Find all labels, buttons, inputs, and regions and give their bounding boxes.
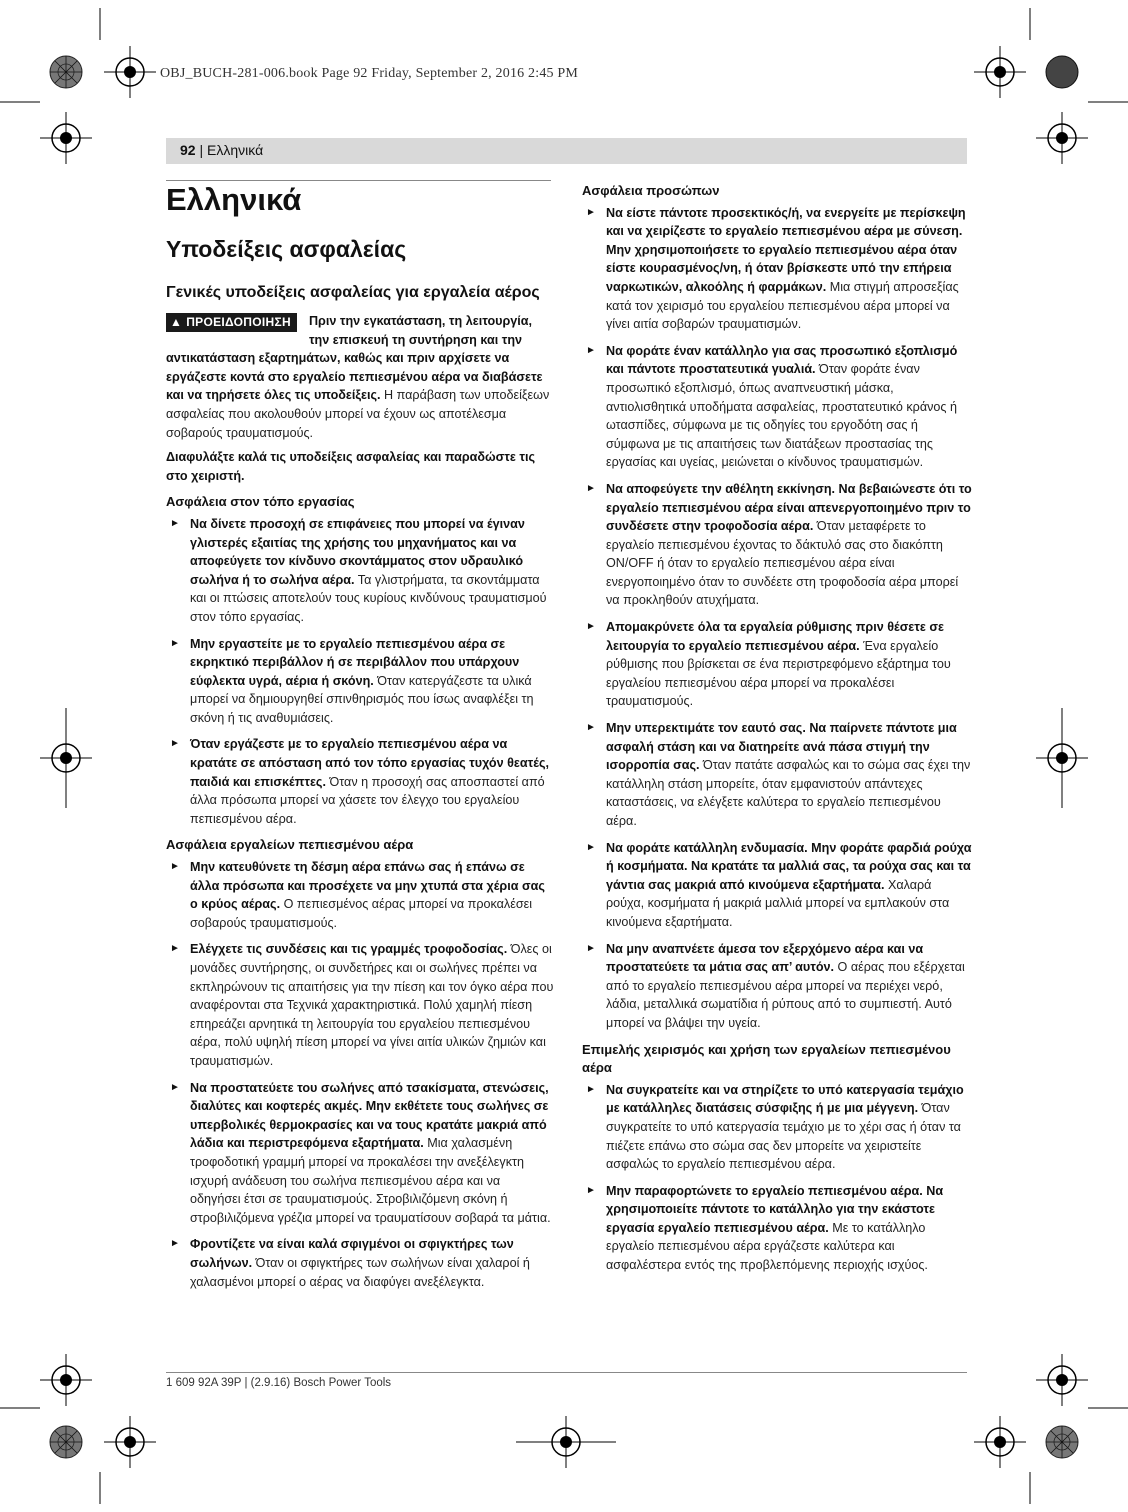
bullet-arrow-icon: ►: [586, 621, 596, 633]
bullet-text: Όταν πατάτε ασφαλώς και το σώμα σας έχει την κατάλληλη στάση μπορείτε, όταν εμφανιστούν απάντεχες καταστάσεις, να ελέγξετε καλύτερα το εργαλείο πεπιεσμένου αέρα.: [606, 758, 971, 828]
right-sections: [582, 182, 972, 1275]
bullet-item: [166, 940, 554, 1070]
bullet-item: [582, 1182, 972, 1275]
section-heading: Υποδείξεις ασφαλείας: [166, 236, 407, 262]
bullet-bold-text: Να φοράτε έναν κατάλληλο για σας προσωπικό εξοπλισμό και πάντοτε προστατευτικά γυαλιά.: [606, 343, 958, 377]
left-column: [166, 312, 554, 1299]
bullet-bold-text: Μην εργαστείτε με το εργαλείο πεπιεσμένου αέρα σε εκρηκτικό περιβάλλον ή σε περιβάλλον που υπάρχουν εύφλεκτα υγρά, αέρια ή σκόνη.: [190, 636, 520, 688]
footer-rule: [166, 1372, 967, 1373]
bullet-text: Τα γλιστρήματα, τα σκοντάμματα και οι πτώσεις αποτελούν τους κυρίους κινδύνους τραυματισμού στον τόπο εργασίας.: [190, 572, 547, 624]
page-footer: 1 609 92A 39P | (2.9.16) Bosch Power Tools: [166, 1377, 392, 1389]
bullet-bold-text: Να φοράτε κατάλληλη ενδυμασία. Μην φοράτε φαρδιά ρούχα ή κοσμήματα. Να κρατάτε τα μαλλιά σας, τα ρούχα σας και τα γάντια σας μακριά από κινούμενα εξαρτήματα.: [606, 840, 972, 892]
bullet-bold-text: Να μην αναπνέετε άμεσα τον εξερχόμενο αέρα και να προστατεύετε τα μάτια σας απ’ αυτόν.: [606, 941, 924, 975]
bullet-text: Μια στιγμή απροσεξίας κατά τον χειρισμό του εργαλείου πεπιεσμένου αέρα μπορεί να γίνει αιτία σοβαρών τραυματισμών.: [606, 279, 959, 332]
bullet-text: Μια χαλασμένη τροφοδοτική γραμμή μπορεί να προκαλέσει την ανεξέλεγκτη ισχυρή ανάδευση του σωλήνα πεπιεσμένου αέρα και να οδηγήσει έτσι σε τραυματισμούς. Στροβιλιζόμενη σκόνη ή στροβιλιζόμενα γρέζια μπορεί να τραυματίσουν σοβαρά τα μάτια.: [190, 1136, 551, 1225]
bullet-text: Όταν η προσοχή σας αποσπαστεί από άλλα πρόσωπα μπορεί να χάσετε τον έλεγχο του εργαλείου πεπιεσμένου αέρα.: [190, 774, 545, 826]
subsection-heading: Γενικές υποδείξεις ασφαλείας για εργαλεία αέρος: [166, 284, 540, 301]
bullet-item: [582, 839, 972, 932]
bullet-arrow-icon: ►: [586, 482, 596, 494]
header-bar: [166, 138, 967, 164]
top-rule: [166, 180, 551, 181]
bullet-bold-text: Να προστατεύετε του σωλήνες από τσακίσματα, στενώσεις, διαλύτες και κοφτερές ακμές. Μην εκθέτετε τους σωλήνες σε υπερβολικές θερμοκρασίες και να τους κρατάτε μακριά από λάδια και περιστρεφόμενα εξαρτήματα.: [190, 1080, 549, 1151]
bullet-text: Χαλαρά ρούχα, κοσμήματα ή μακριά μαλλιά μπορεί να εμπλακούν στα κινούμενα εξαρτήματα.: [606, 877, 950, 929]
bullet-text: Όταν φοράτε έναν προσωπικό εξοπλισμό, όπως αναπνευστική μάσκα, αντιολισθητικά υποδήματα ασφαλείας, προστατευτικό κράνος ή ωτασπίδες, σύμφωνα με τις οδηγίες του εργοδότη σας ή σύμφωνα με τις απαιτήσεις των διατάξεων προστασίας της εργασίας και υγείας, μειώνεται ο κίνδυνος τραυματισμών.: [606, 362, 957, 470]
warning-triangle-icon: ▲: [170, 315, 183, 329]
bullet-item: [166, 735, 554, 828]
bullet-arrow-icon: ►: [586, 841, 596, 853]
bullet-arrow-icon: ►: [586, 1184, 596, 1196]
bullet-item: [582, 719, 972, 831]
bullet-bold-text: Μην παραφορτώνετε το εργαλείο πεπιεσμένου αέρα. Να χρησιμοποιείτε πάντοτε το κατάλληλο για την εκάστοτε εργασία εργαλείο πεπιεσμένου αέρα.: [606, 1183, 944, 1235]
bullet-arrow-icon: ►: [170, 637, 180, 649]
bullet-arrow-icon: ►: [170, 1081, 180, 1093]
running-header: [180, 142, 263, 158]
page-number: 92: [180, 142, 196, 158]
bullet-text: Ο αέρας που εξέρχεται από το εργαλείο πεπιεσμένου αέρα μπορεί να περιέχει νερό, λάδια, μεταλλικά σωματίδια ή ρύπους από το συμπιεστή. Αυτό μπορεί να βλάψει την υγεία.: [606, 960, 965, 1030]
bullet-item: [166, 1235, 554, 1291]
print-slug: OBJ_BUCH-281-006.book Page 92 Friday, September 2, 2016 2:45 PM: [160, 66, 579, 81]
bullet-arrow-icon: ►: [170, 517, 180, 529]
bullet-bold-text: Να συγκρατείτε και να στηρίζετε το υπό κατεργασία τεμάχιο με κατάλληλες διατάσεις σύσφιξης ή με μια μέγγενη.: [606, 1082, 964, 1116]
bullet-text: Ο πεπιεσμένος αέρας μπορεί να προκαλέσει σοβαρούς τραυματισμούς.: [190, 897, 533, 930]
section-title: Ασφάλεια προσώπων: [582, 183, 720, 198]
bullet-bold-text: Να είστε πάντοτε προσεκτικός/ή, να ενεργείτε με περίσκεψη και να χειρίζεστε το εργαλείο πεπιεσμένου αέρα με σύνεση. Μην χρησιμοποιήσετε το εργαλείο πεπιεσμένου αέρα όταν είστε κουρασμένος/νη, ή όταν βρίσκεστε υπό την επήρεια ναρκωτικών, αλκοόλης ή φαρμάκων.: [606, 205, 966, 294]
bullet-bold-text: Μην υπερεκτιμάτε τον εαυτό σας. Να παίρνετε πάντοτε μια ασφαλή στάση και να διατηρείτε ανά πάσα στιγμή την ισορροπία σας.: [606, 721, 957, 773]
bullet-bold-text: Να αποφεύγετε την αθέλητη εκκίνηση. Να βεβαιώνεστε ότι το εργαλείο πεπιεσμένου αέρα είναι απενεργοποιημένο πριν το συνδέσετε στην τροφοδοσία αέρα.: [606, 481, 972, 534]
bullet-arrow-icon: ►: [170, 943, 180, 955]
bullet-text: Όλες οι μονάδες συντήρησης, οι συνδετήρες και οι σωλήνες πρέπει να εκπληρώνουν τις απαιτήσεις για την πίεση και τον όγκο αέρα που αναφέρονται στα Τεχνικά χαρακτηριστικά. Πολύ χαμηλή πίεση επηρεάζει αρνητικά τη λειτουργία του εργαλείου πεπιεσμένου αέρα, πολύ υψηλή πίεση μπορεί να γίνει αιτία υλικών ζημιών και τραυματισμών.: [190, 942, 554, 1068]
warning-text: Η παράβαση των υποδείξεων ασφαλείας που ακολουθούν μπορεί να έχουν ως αποτέλεσμα σοβαρούς τραυματισμούς.: [166, 388, 550, 440]
keep-instructions: Διαφυλάξτε καλά τις υποδείξεις ασφαλείας και παραδώστε τις στο χειριστή.: [166, 450, 536, 483]
bullet-bold-text: Ελέγχετε τις συνδέσεις και τις γραμμές τροφοδοσίας.: [190, 942, 508, 957]
bullet-arrow-icon: ►: [170, 1238, 180, 1250]
bullet-bold-text: Όταν εργάζεστε με το εργαλείο πεπιεσμένου αέρα να κρατάτε σε απόσταση από τον τόπο εργασίας τυχόν θεατές, παιδιά και επισκέπτες.: [190, 737, 549, 789]
bullet-item: [582, 618, 972, 711]
bullet-item: [582, 342, 972, 472]
right-column: [582, 174, 972, 1283]
bullet-text: Ένα εργαλείο ρύθμισης που βρίσκεται σε ένα περιστρεφόμενο εξάρτημα του εργαλείου πεπιεσμένου αέρα μπορεί να προκαλέσει τραυματισμούς.: [606, 638, 951, 709]
bullet-arrow-icon: ►: [586, 206, 596, 218]
warning-paragraph: [166, 312, 554, 442]
bullet-bold-text: Απομακρύνετε όλα τα εργαλεία ρύθμισης πριν θέσετε σε λειτουργία το εργαλείο πεπιεσμένου αέρα.: [606, 620, 944, 653]
header-language: Ελληνικά: [207, 142, 264, 158]
left-sections: [166, 493, 554, 1291]
bullet-item: [582, 940, 972, 1033]
bullet-text: Όταν συγκρατείτε το υπό κατεργασία τεμάχιο με το χέρι σας ή όταν τα πιέζετε επάνω στο σώμα σας δεν μπορείτε να χειριστείτε ασφαλώς το εργαλείο πεπιεσμένου αέρα.: [606, 1101, 961, 1172]
warning-badge: ▲ ΠΡΟΕΙΔΟΠΟΙΗΣΗ: [166, 313, 297, 332]
bullet-item: [582, 1081, 972, 1174]
bullet-item: [582, 204, 972, 334]
bullet-arrow-icon: ►: [170, 738, 180, 750]
bullet-text: Με το κατάλληλο εργαλείο πεπιεσμένου αέρα εργάζεστε καλύτερα και ασφαλέστερα εντός της προβλεπόμενης περιοχής ισχύος.: [606, 1220, 928, 1273]
bullet-item: [166, 1079, 554, 1228]
bullet-arrow-icon: ►: [586, 722, 596, 734]
bullet-bold-text: Μην κατευθύνετε τη δέσμη αέρα επάνω σας ή επάνω σε άλλα πρόσωπα και προσέχετε να μην χτυπά στα χέρια σας ο κρύος αέρας.: [190, 860, 545, 912]
bullet-bold-text: Φροντίζετε να είναι καλά σφιγμένοι οι σφιγκτήρες των σωλήνων.: [190, 1237, 514, 1270]
bullet-arrow-icon: ►: [586, 942, 596, 954]
section-title: Ασφάλεια στον τόπο εργασίας: [166, 494, 355, 510]
page-title: Ελληνικά: [166, 182, 302, 217]
bullet-item: [166, 858, 554, 932]
bullet-arrow-icon: ►: [170, 861, 180, 873]
section-title: Ασφάλεια εργαλείων πεπιεσμένου αέρα: [166, 837, 414, 853]
bullet-item: [582, 480, 972, 610]
bullet-text: Όταν κατεργάζεστε τα υλικά μπορεί να δημιουργηθεί σπινθηρισμός που ίσως αναφλέξει τη σκόνη ή τις αναθυμιάσεις.: [190, 673, 534, 725]
warning-bold-text: Πριν την εγκατάσταση, τη λειτουργία, την επισκευή τη συντήρηση και την αντικατάσταση εξαρτημάτων, καθώς και πριν αρχίσετε να εργάζεστε κοντά στο εργαλείο πεπιεσμένου αέρα να διαβάσετε και να τηρήσετε όλες τις υποδείξεις.: [166, 314, 543, 403]
bullet-text: Όταν μεταφέρετε το εργαλείο πεπιεσμένου έχοντας το δάκτυλό σας στο διακόπτη ON/OFF ή όταν το εργαλείο πεπιεσμένου αέρα είναι ενεργοποιημένο όταν το συνδέετε στη τροφοδοσία αέρα μπορεί να προκληθούν ατυχήματα.: [606, 519, 959, 608]
bullet-text: Όταν οι σφιγκτήρες των σωλήνων είναι χαλαροί ή χαλασμένοι μπορεί ο αέρας να διαφύγει ανεξέλεγκτα.: [190, 1255, 530, 1289]
bullet-arrow-icon: ►: [586, 1083, 596, 1095]
bullet-bold-text: Να δίνετε προσοχή σε επιφάνειες που μπορεί να έγιναν γλιστερές εξαιτίας της χρήσης του μηχανήματος και να αποφεύγετε τον κίνδυνο σκοντάμματος στον υδραυλικό σωλήνα ή το σωλήνα αέρα.: [190, 516, 525, 587]
header-separator: |: [195, 142, 207, 158]
section-title: Επιμελής χειρισμός και χρήση των εργαλείων πεπιεσμένου αέρα: [582, 1041, 951, 1076]
bullet-item: [166, 515, 554, 627]
bullet-item: [166, 635, 554, 728]
bullet-arrow-icon: ►: [586, 344, 596, 356]
